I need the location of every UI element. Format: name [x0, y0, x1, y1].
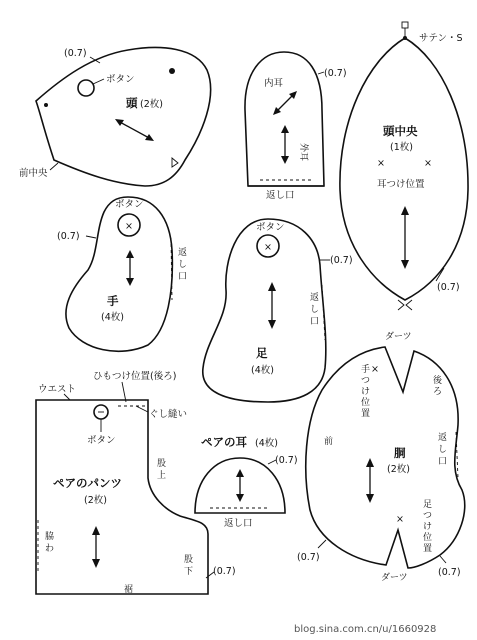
- pants-title: ペアのパンツ: [53, 476, 122, 490]
- foot-button-x: ×: [264, 242, 272, 253]
- body-return-2: し: [438, 445, 448, 455]
- pants-arrow-head-a: [92, 526, 100, 535]
- hand-pos-2: つ: [361, 376, 371, 386]
- side-1: 脇: [45, 532, 55, 542]
- head-count: (2枚): [140, 99, 163, 110]
- front-label: 前: [324, 437, 334, 447]
- dart-bottom-label: ダーツ: [381, 573, 408, 583]
- hand-arrow-head-b: [126, 278, 134, 286]
- string-pos-leader: [122, 382, 126, 402]
- crotch-bottom-1: 股: [184, 555, 194, 565]
- side-2: わ: [45, 544, 55, 554]
- gushi-stitch-label: ぐし縫い: [149, 409, 188, 420]
- hand-arrow-head-a: [126, 250, 134, 258]
- satin-dot: [403, 36, 407, 40]
- body-seam-left: (0.7): [297, 552, 320, 563]
- bear-ear-title: ペアの耳: [201, 435, 247, 449]
- foot-return-3: 口: [310, 317, 320, 327]
- hand-return-3: 口: [178, 272, 188, 282]
- ear-vert-head-a: [281, 125, 289, 133]
- head-title: 頭: [126, 96, 138, 110]
- foot-arrow-head-a: [268, 282, 276, 291]
- string-pos-label: ひもつけ位置(後ろ): [93, 371, 177, 382]
- foot-count: (4枚): [251, 365, 274, 376]
- foot-button-label: ボタン: [256, 222, 285, 233]
- foot-pos-2: つ: [423, 511, 433, 521]
- body-seam-left-leader: [318, 540, 326, 548]
- head-button-label: ボタン: [106, 74, 135, 85]
- head-center-seam-label: (0.7): [437, 282, 460, 293]
- body-arrow-head-a: [366, 458, 374, 467]
- hand-return-2: し: [178, 260, 188, 270]
- head-dot-small: [44, 103, 48, 107]
- pants-piece: [36, 370, 236, 595]
- pants-arrow-head-b: [92, 559, 100, 568]
- ear-pos-right-x: ×: [424, 158, 432, 169]
- ear-diag-arrow: [276, 94, 294, 112]
- ear-piece: [245, 52, 347, 201]
- bear-ear-return-label: 返し口: [224, 518, 253, 529]
- body-count: (2枚): [387, 464, 410, 475]
- body-return-1: 返: [438, 433, 448, 443]
- satin-marker: [402, 22, 408, 28]
- foot-seam-label: (0.7): [330, 255, 353, 266]
- foot-pos-3: け: [423, 522, 433, 532]
- hem-label: 裾: [124, 585, 134, 595]
- head-center-head-b: [401, 260, 409, 269]
- foot-piece: [203, 219, 353, 402]
- back-2: ろ: [433, 387, 443, 397]
- body-return-3: 口: [438, 457, 448, 467]
- hand-pos-3: け: [361, 387, 371, 397]
- head-seam-label: (0.7): [64, 48, 87, 59]
- ear-outline: [245, 52, 324, 186]
- foot-pos-4: 位: [423, 533, 433, 543]
- bear-ear-seam-label: (0.7): [275, 455, 298, 466]
- hand-seam-label: (0.7): [57, 231, 80, 242]
- bear-ear-head-b: [236, 494, 244, 502]
- gushi-leader: [136, 406, 148, 412]
- head-dot: [169, 68, 175, 74]
- foot-arrow-head-b: [268, 320, 276, 329]
- head-center-piece: [340, 22, 468, 310]
- foot-title: 足: [256, 346, 268, 360]
- hand-seam-leader: [86, 236, 96, 238]
- crotch-bottom-2: 下: [184, 567, 194, 577]
- bear-ear-count: (4枚): [255, 438, 278, 449]
- hand-pos-5: 置: [361, 409, 371, 419]
- hand-button-label: ボタン: [115, 199, 144, 210]
- pants-button-label: ボタン: [87, 435, 116, 446]
- head-center-count: (1枚): [390, 142, 413, 153]
- head-center-head-a: [401, 206, 409, 215]
- dart-top-label: ダーツ: [385, 332, 412, 342]
- foot-return-1: 返: [310, 293, 320, 303]
- ear-position-label: 耳つけ位置: [377, 179, 425, 190]
- back-1: 後: [433, 376, 443, 386]
- head-arrow-head-a: [115, 119, 124, 126]
- bear-ear-head-a: [236, 469, 244, 477]
- head-arrow-shaft: [118, 121, 151, 139]
- ear-vert-head-b: [281, 156, 289, 164]
- hand-button-x: ×: [125, 221, 133, 232]
- head-center-bottom-notch: [398, 300, 412, 310]
- pants-seam-label: (0.7): [213, 566, 236, 577]
- watermark: blog.sina.com.cn/u/1660928: [294, 624, 437, 635]
- head-notch: [172, 158, 178, 167]
- bear-ear-piece: [195, 435, 298, 529]
- head-center-title: 頭中央: [383, 124, 418, 138]
- satin-label: サテン・S: [419, 33, 463, 44]
- head-piece: [19, 47, 211, 186]
- body-piece: [297, 331, 465, 583]
- front-center-label: 前中央: [19, 168, 48, 179]
- body-arrow-head-b: [366, 494, 374, 503]
- outer-ear-label: 外耳: [298, 143, 308, 162]
- foot-pos-x: ×: [396, 514, 404, 525]
- pants-outline: [36, 400, 208, 594]
- ear-seam-label: (0.7): [324, 68, 347, 79]
- front-center-leader: [50, 163, 58, 170]
- ear-pos-left-x: ×: [377, 158, 385, 169]
- head-outline: [36, 47, 211, 186]
- hand-piece: [57, 197, 187, 351]
- head-button-leader: [93, 79, 104, 84]
- body-title: 胴: [394, 446, 406, 460]
- foot-pos-5: 置: [423, 544, 433, 554]
- crotch-top-1: 股: [157, 459, 167, 469]
- inner-ear-label: 内耳: [264, 78, 284, 89]
- ear-return-label: 返し口: [266, 190, 295, 201]
- hand-pos-x: ×: [371, 364, 379, 375]
- foot-pos-1: 足: [423, 500, 433, 510]
- crotch-top-2: 上: [157, 471, 167, 481]
- foot-return-2: し: [310, 305, 320, 315]
- head-button-mark: [78, 80, 94, 96]
- body-seam-right-leader: [440, 556, 446, 563]
- hand-pos-1: 手: [361, 365, 371, 375]
- head-arrow-head-b: [145, 134, 154, 141]
- hand-pos-4: 位: [361, 398, 371, 408]
- hand-title: 手: [107, 294, 119, 308]
- body-seam-right: (0.7): [438, 567, 461, 578]
- hand-return-1: 返: [178, 248, 188, 258]
- waist-label: ウエスト: [38, 384, 77, 395]
- pants-count: (2枚): [84, 495, 107, 506]
- hand-count: (4枚): [101, 312, 124, 323]
